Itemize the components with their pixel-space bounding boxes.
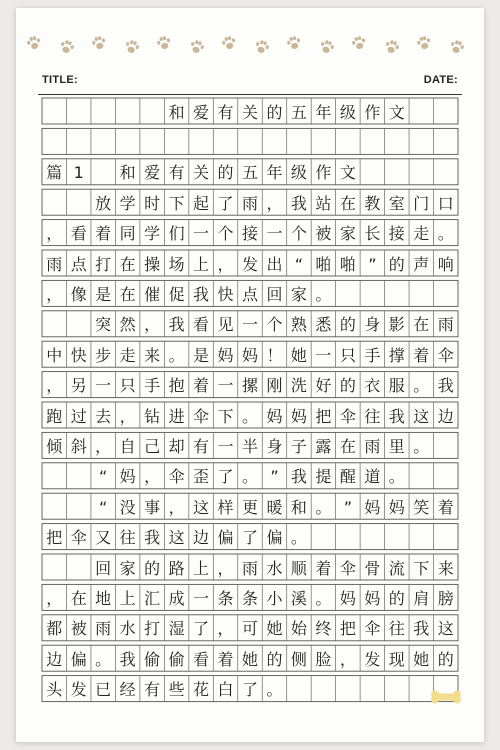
grid-character: 中	[46, 345, 63, 365]
grid-character: 和	[119, 163, 136, 183]
grid-character: 洗	[290, 376, 307, 396]
grid-character: ”	[343, 497, 353, 517]
grid-character: 脸	[315, 649, 332, 669]
grid-character: 上	[193, 254, 210, 274]
grid-character: 接	[241, 224, 258, 244]
grid-character: 这	[168, 528, 185, 548]
grid-character: 更	[241, 497, 258, 517]
grid-character: 好	[315, 376, 332, 396]
grid-character: 身	[364, 315, 381, 335]
grid-character: 下	[168, 193, 185, 213]
grid-character: 操	[144, 254, 161, 274]
grid-character: 她	[241, 649, 258, 669]
grid-character: 歪	[193, 467, 210, 487]
grid-character: 像	[70, 284, 87, 304]
grid-character: 把	[46, 528, 63, 548]
bone-icon	[430, 690, 462, 704]
grid-character: 关	[241, 102, 258, 122]
grid-character: 口	[437, 193, 454, 213]
grid-character: 我	[413, 619, 430, 639]
grid-character: 看	[193, 649, 210, 669]
grid-character: 一	[217, 436, 234, 456]
grid-character: ，	[95, 436, 112, 456]
grid-character: 在	[339, 193, 356, 213]
grid-character: 然	[119, 315, 136, 335]
grid-character: 肩	[413, 588, 430, 608]
grid-character: 抱	[168, 376, 185, 396]
grid-character: 进	[168, 406, 185, 426]
grid-character: 妈	[266, 406, 283, 426]
grid-character: 过	[70, 406, 87, 426]
grid-character: 了	[217, 467, 234, 487]
grid-character: 的	[388, 588, 405, 608]
grid-character: 妈	[364, 497, 381, 517]
grid-character: 。	[266, 680, 283, 700]
grid-character: 暖	[266, 497, 283, 517]
grid-character: 下	[217, 406, 234, 426]
grid-character: 一	[193, 224, 210, 244]
grid-character: 的	[339, 376, 356, 396]
grid-character: 影	[388, 315, 405, 335]
grid-character: 家	[290, 284, 307, 304]
grid-character: 来	[144, 345, 161, 365]
grid-character: 醒	[339, 467, 356, 487]
grid-character: 个	[290, 224, 307, 244]
grid-character: 篇	[46, 163, 63, 183]
grid-character: 往	[119, 528, 136, 548]
grid-character: 伞	[70, 528, 87, 548]
grid-character: 却	[168, 436, 185, 456]
grid-character: 伞	[339, 558, 356, 578]
grid-character: 流	[388, 558, 405, 578]
grid-character: 衣	[364, 376, 381, 396]
grid-character: 一	[217, 376, 234, 396]
grid-character: 被	[315, 224, 332, 244]
grid-character: ，	[46, 284, 63, 304]
grid-character: 打	[95, 254, 112, 274]
grid-character: 己	[144, 436, 161, 456]
grid-character: 只	[119, 376, 136, 396]
grid-character: 时	[144, 193, 161, 213]
grid-character: 作	[315, 163, 332, 183]
grid-character: 熟	[290, 315, 307, 335]
grid-character: 雨	[95, 619, 112, 639]
grid-character: 的	[388, 254, 405, 274]
grid-character: 倾	[46, 436, 63, 456]
grid-character: 和	[290, 497, 307, 517]
grid-character: 妈	[217, 345, 234, 365]
grid-character: 五	[241, 163, 258, 183]
grid-character: 妈	[119, 467, 136, 487]
grid-character: 现	[388, 649, 405, 669]
grid-character: 服	[388, 376, 405, 396]
grid-character: 妈	[388, 497, 405, 517]
grid-character: 着	[413, 345, 430, 365]
grid-character: 学	[119, 193, 136, 213]
grid-character: ，	[46, 588, 63, 608]
grid-character: 促	[168, 284, 185, 304]
grid-character: 1	[73, 163, 84, 183]
grid-character: 长	[364, 224, 381, 244]
grid-character: 着	[217, 649, 234, 669]
grid-character: 伞	[339, 406, 356, 426]
grid-character: 学	[144, 224, 161, 244]
grid-character: 往	[364, 406, 381, 426]
grid-character: 经	[119, 680, 136, 700]
writing-sheet	[16, 8, 484, 742]
grid-character: 。	[95, 649, 112, 669]
grid-character: 又	[95, 528, 112, 548]
grid-character: 年	[315, 102, 332, 122]
grid-character: 回	[266, 284, 283, 304]
grid-character: 走	[119, 345, 136, 365]
grid-character: 和	[168, 102, 185, 122]
grid-character: 。	[315, 284, 332, 304]
grid-character: 顺	[290, 558, 307, 578]
grid-character: ，	[46, 376, 63, 396]
grid-character: 钻	[144, 406, 161, 426]
grid-character: 一	[193, 588, 210, 608]
grid-character: 着	[315, 558, 332, 578]
grid-character: 始	[290, 619, 307, 639]
grid-character: 走	[413, 224, 430, 244]
grid-character: 边	[46, 649, 63, 669]
grid-character: 侧	[290, 649, 307, 669]
grid-character: 雨	[364, 436, 381, 456]
grid-character: 打	[144, 619, 161, 639]
grid-character: “	[294, 254, 304, 274]
grid-character: 小	[266, 588, 283, 608]
grid-character: 她	[413, 649, 430, 669]
grid-character: 点	[241, 284, 258, 304]
grid-character: 雨	[241, 193, 258, 213]
grid-character: 级	[339, 102, 356, 122]
grid-character: 伞	[437, 345, 454, 365]
grid-character: 爱	[144, 163, 161, 183]
grid-character: 在	[119, 254, 136, 274]
grid-character: 放	[95, 193, 112, 213]
grid-character: 看	[70, 224, 87, 244]
grid-character: 去	[95, 406, 112, 426]
grid-character: 出	[266, 254, 283, 274]
grid-character: 快	[70, 345, 87, 365]
grid-character: 伞	[193, 406, 210, 426]
grid-character: ，	[46, 224, 63, 244]
grid-character: 我	[437, 376, 454, 396]
grid-character: 雨	[46, 254, 63, 274]
grid-character: 骨	[364, 558, 381, 578]
grid-character: 声	[413, 254, 430, 274]
grid-character: 步	[95, 345, 112, 365]
grid-character: 。	[388, 467, 405, 487]
grid-character: 年	[266, 163, 283, 183]
grid-character: ，	[217, 558, 234, 578]
grid-character: 接	[388, 224, 405, 244]
grid-character: 把	[339, 619, 356, 639]
grid-character: 我	[388, 406, 405, 426]
grid-character: 。	[437, 224, 454, 244]
grid-character: “	[99, 467, 108, 487]
grid-character: 着	[95, 224, 112, 244]
grid-character: 些	[168, 680, 185, 700]
grid-character: 室	[388, 193, 405, 213]
grid-character: 发	[364, 649, 381, 669]
grid-character: 下	[413, 558, 430, 578]
grid-character: 水	[119, 619, 136, 639]
grid-character: 水	[266, 558, 283, 578]
grid-character: ，	[266, 193, 283, 213]
grid-character: 有	[144, 680, 161, 700]
grid-character: 。	[413, 436, 430, 456]
grid-character: 在	[339, 436, 356, 456]
grid-character: 妈	[290, 406, 307, 426]
grid-character: 被	[70, 619, 87, 639]
grid-character: 快	[217, 284, 234, 304]
grid-character: 样	[217, 497, 234, 517]
grid-character: 往	[388, 619, 405, 639]
grid-character: 一	[315, 345, 332, 365]
grid-character: 同	[119, 224, 136, 244]
grid-character: 看	[193, 315, 210, 335]
grid-character: 偷	[144, 649, 161, 669]
grid-character: 发	[241, 254, 258, 274]
grid-character: 。	[241, 406, 258, 426]
grid-character: 地	[95, 588, 112, 608]
grid-character: 只	[339, 345, 356, 365]
grid-character: 道	[364, 467, 381, 487]
grid-character: 我	[119, 649, 136, 669]
grid-character: 起	[193, 193, 210, 213]
grid-character: 膀	[437, 588, 454, 608]
grid-character: 跑	[46, 406, 63, 426]
grid-character: 响	[437, 254, 454, 274]
grid-character: 偏	[217, 528, 234, 548]
date-label: DATE:	[423, 74, 458, 86]
grid-character: 雨	[437, 315, 454, 335]
grid-character: 突	[95, 315, 112, 335]
grid-character: 自	[119, 436, 136, 456]
grid-character: 着	[437, 497, 454, 517]
grid-character: ，	[144, 315, 161, 335]
grid-character: 白	[217, 680, 234, 700]
grid-character: 家	[339, 224, 356, 244]
grid-character: 我	[193, 284, 210, 304]
grid-character: 点	[70, 254, 87, 274]
grid-character: ！	[266, 345, 283, 365]
grid-character: 。	[315, 497, 332, 517]
grid-character: 上	[193, 558, 210, 578]
grid-character: ，	[217, 619, 234, 639]
grid-character: 在	[413, 315, 430, 335]
grid-character: 溪	[290, 588, 307, 608]
grid-character: ”	[270, 467, 279, 487]
grid-character: 另	[70, 376, 87, 396]
grid-character: 这	[413, 406, 430, 426]
grid-character: 手	[364, 345, 381, 365]
essay-text	[16, 8, 484, 742]
grid-character: 汇	[144, 588, 161, 608]
grid-character: 伞	[168, 467, 185, 487]
grid-character: 发	[70, 680, 87, 700]
grid-character: 身	[266, 436, 283, 456]
grid-character: 爱	[193, 102, 210, 122]
grid-character: 里	[388, 436, 405, 456]
grid-character: 的	[266, 102, 283, 122]
grid-character: 回	[95, 558, 112, 578]
grid-character: 半	[241, 436, 258, 456]
grid-character: 这	[437, 619, 454, 639]
grid-character: 路	[168, 558, 185, 578]
grid-character: 在	[119, 284, 136, 304]
grid-character: 手	[144, 376, 161, 396]
grid-character: 我	[290, 193, 307, 213]
grid-character: 级	[290, 163, 307, 183]
grid-character: 笑	[413, 497, 430, 517]
grid-character: 摞	[241, 376, 258, 396]
grid-character: “	[99, 497, 108, 517]
grid-character: 的	[339, 315, 356, 335]
grid-character: 终	[315, 619, 332, 639]
grid-character: 条	[241, 588, 258, 608]
grid-character: 撑	[388, 345, 405, 365]
grid-character: 。	[168, 345, 185, 365]
grid-character: ，	[217, 254, 234, 274]
grid-character: 头	[46, 680, 63, 700]
grid-character: 见	[217, 315, 234, 335]
grid-character: 我	[144, 528, 161, 548]
grid-character: ”	[368, 254, 377, 274]
grid-character: 作	[364, 102, 381, 122]
grid-character: 悉	[315, 315, 332, 335]
grid-character: 文	[388, 102, 405, 122]
grid-character: ，	[119, 406, 136, 426]
grid-character: 站	[315, 193, 332, 213]
grid-character: 都	[46, 619, 63, 639]
grid-character: 她	[266, 619, 283, 639]
grid-character: 了	[217, 193, 234, 213]
grid-character: 一	[95, 376, 112, 396]
grid-character: ，	[339, 649, 356, 669]
grid-character: 了	[193, 619, 210, 639]
grid-character: 把	[315, 406, 332, 426]
grid-character: 上	[119, 588, 136, 608]
grid-character: 刚	[266, 376, 283, 396]
grid-character: 。	[315, 588, 332, 608]
grid-character: 我	[168, 315, 185, 335]
grid-character: 是	[193, 345, 210, 365]
grid-character: 没	[119, 497, 136, 517]
grid-character: 。	[241, 467, 258, 487]
grid-character: 家	[119, 558, 136, 578]
grid-character: 场	[168, 254, 185, 274]
grid-character: 了	[241, 680, 258, 700]
grid-character: 妈	[339, 588, 356, 608]
grid-character: 花	[193, 680, 210, 700]
grid-character: 啪	[315, 254, 332, 274]
grid-character: 露	[315, 436, 332, 456]
grid-character: 雨	[241, 558, 258, 578]
grid-character: 教	[364, 193, 381, 213]
grid-character: 。	[413, 376, 430, 396]
grid-character: 文	[339, 163, 356, 183]
grid-character: 的	[266, 649, 283, 669]
grid-character: 条	[217, 588, 234, 608]
grid-character: 子	[290, 436, 307, 456]
grid-character: 来	[437, 558, 454, 578]
grid-character: 。	[290, 528, 307, 548]
grid-character: 妈	[241, 345, 258, 365]
grid-character: 伞	[364, 619, 381, 639]
grid-character: 成	[168, 588, 185, 608]
grid-character: 的	[217, 163, 234, 183]
grid-character: 们	[168, 224, 185, 244]
grid-character: ，	[168, 497, 185, 517]
grid-character: 是	[95, 284, 112, 304]
grid-character: 她	[290, 345, 307, 365]
grid-character: 个	[266, 315, 283, 335]
grid-character: 催	[144, 284, 161, 304]
grid-character: 湿	[168, 619, 185, 639]
grid-character: 有	[193, 436, 210, 456]
grid-character: 着	[193, 376, 210, 396]
title-label: TITLE:	[42, 74, 79, 86]
grid-character: 在	[70, 588, 87, 608]
grid-character: 可	[241, 619, 258, 639]
grid-character: 门	[413, 193, 430, 213]
grid-character: 的	[437, 649, 454, 669]
grid-character: 我	[290, 467, 307, 487]
grid-character: 偏	[70, 649, 87, 669]
grid-character: 斜	[70, 436, 87, 456]
grid-character: 提	[315, 467, 332, 487]
grid-character: ，	[144, 467, 161, 487]
grid-character: 有	[217, 102, 234, 122]
grid-character: 边	[193, 528, 210, 548]
grid-character: 一	[266, 224, 283, 244]
grid-character: 已	[95, 680, 112, 700]
grid-character: 偷	[168, 649, 185, 669]
grid-character: 一	[241, 315, 258, 335]
grid-character: 有	[168, 163, 185, 183]
grid-character: 这	[193, 497, 210, 517]
grid-character: 边	[437, 406, 454, 426]
grid-character: 了	[241, 528, 258, 548]
grid-character: 个	[217, 224, 234, 244]
grid-character: 啪	[339, 254, 356, 274]
grid-character: 的	[144, 558, 161, 578]
grid-character: 妈	[364, 588, 381, 608]
grid-character: 关	[193, 163, 210, 183]
grid-character: 偏	[266, 528, 283, 548]
grid-character: 事	[144, 497, 161, 517]
grid-character: 五	[290, 102, 307, 122]
